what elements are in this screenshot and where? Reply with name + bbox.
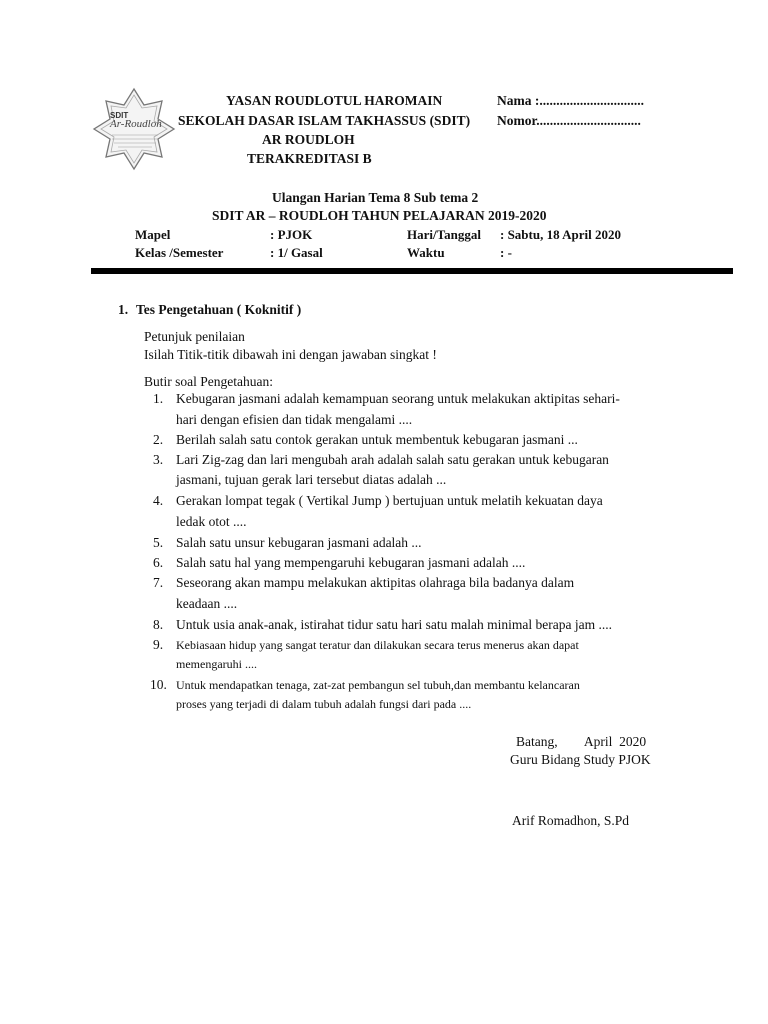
question-line: Gerakan lompat tegak ( Vertikal Jump ) bertujuan untuk melatih kekuatan daya bbox=[176, 493, 603, 508]
question-line: Salah satu unsur kebugaran jasmani adalah ... bbox=[176, 535, 422, 550]
instruction-heading: Petunjuk penilaian bbox=[144, 329, 245, 344]
mapel-label: Mapel bbox=[135, 227, 171, 242]
name-field[interactable]: Nama :............................... bbox=[497, 93, 644, 108]
question-line: Untuk usia anak-anak, istirahat tidur satu hari satu malah minimal berapa jam .... bbox=[176, 617, 612, 632]
question-number: 8. bbox=[153, 617, 164, 632]
section-number: 1. bbox=[118, 302, 129, 317]
question-line: memengaruhi .... bbox=[176, 657, 257, 671]
question-line: keadaan .... bbox=[176, 596, 238, 611]
exam-title: Ulangan Harian Tema 8 Sub tema 2 bbox=[272, 190, 479, 205]
school-name: SEKOLAH DASAR ISLAM TAKHASSUS (SDIT) bbox=[178, 113, 471, 128]
class-label: Kelas /Semester bbox=[135, 245, 224, 260]
question-line: ledak otot .... bbox=[176, 514, 247, 529]
time-value: : - bbox=[500, 245, 512, 260]
logo-text-top: SDIT bbox=[110, 111, 129, 120]
number-field[interactable]: Nomor............................... bbox=[497, 113, 641, 128]
question-line: Seseorang akan mampu melakukan aktipitas olahraga bila badanya dalam bbox=[176, 575, 575, 590]
question-line: Salah satu hal yang mempengaruhi kebugaran jasmani adalah .... bbox=[176, 555, 526, 570]
question-number: 6. bbox=[153, 555, 164, 570]
date-value: : Sabtu, 18 April 2020 bbox=[500, 227, 621, 242]
school-logo bbox=[92, 87, 176, 171]
question-line: Kebugaran jasmani adalah kemampuan seorang untuk melakukan aktipitas sehari- bbox=[176, 391, 620, 406]
exam-subtitle: SDIT AR – ROUDLOH TAHUN PELAJARAN 2019-2020 bbox=[212, 208, 547, 223]
question-number: 4. bbox=[153, 493, 164, 508]
question-number: 2. bbox=[153, 432, 164, 447]
question-number: 9. bbox=[153, 637, 164, 652]
signature-place-date: Batang, April 2020 bbox=[516, 734, 647, 749]
class-value: : 1/ Gasal bbox=[270, 245, 323, 260]
section-title: Tes Pengetahuan ( Koknitif ) bbox=[136, 302, 302, 317]
question-number: 3. bbox=[153, 452, 164, 467]
question-line: Berilah salah satu contok gerakan untuk membentuk kebugaran jasmani ... bbox=[176, 432, 578, 447]
question-line: jasmani, tujuan gerak lari tersebut diatas adalah ... bbox=[176, 472, 447, 487]
question-line: proses yang terjadi di dalam tubuh adalah fungsi dari pada .... bbox=[176, 697, 472, 711]
header-divider bbox=[91, 268, 733, 274]
foundation-name: YASAN ROUDLOTUL HAROMAIN bbox=[226, 93, 443, 108]
logo-text-script: Ar-Roudloh bbox=[110, 118, 162, 130]
question-number: 7. bbox=[153, 575, 164, 590]
mapel-value: : PJOK bbox=[270, 227, 313, 242]
question-line: Untuk mendapatkan tenaga, zat-zat pembangun sel tubuh,dan membantu kelancaran bbox=[176, 678, 580, 692]
signature-role: Guru Bidang Study PJOK bbox=[510, 752, 651, 767]
signature-name: Arif Romadhon, S.Pd bbox=[512, 813, 630, 828]
accreditation: TERAKREDITASI B bbox=[247, 151, 372, 166]
question-line: Kebiasaan hidup yang sangat teratur dan dilakukan secara terus menerus akan dapat bbox=[176, 638, 579, 652]
instruction-text: Isilah Titik-titik dibawah ini dengan jawaban singkat ! bbox=[144, 347, 437, 362]
question-number: 5. bbox=[153, 535, 164, 550]
date-label: Hari/Tanggal bbox=[407, 227, 481, 242]
question-number: 1. bbox=[153, 391, 164, 406]
items-heading: Butir soal Pengetahuan: bbox=[144, 374, 273, 389]
school-short-name: AR ROUDLOH bbox=[262, 132, 355, 147]
question-line: Lari Zig-zag dan lari mengubah arah adalah salah satu gerakan untuk kebugaran bbox=[176, 452, 609, 467]
time-label: Waktu bbox=[407, 245, 445, 260]
question-number: 10. bbox=[150, 677, 167, 692]
question-line: hari dengan efisien dan tidak mengalami .... bbox=[176, 412, 413, 427]
